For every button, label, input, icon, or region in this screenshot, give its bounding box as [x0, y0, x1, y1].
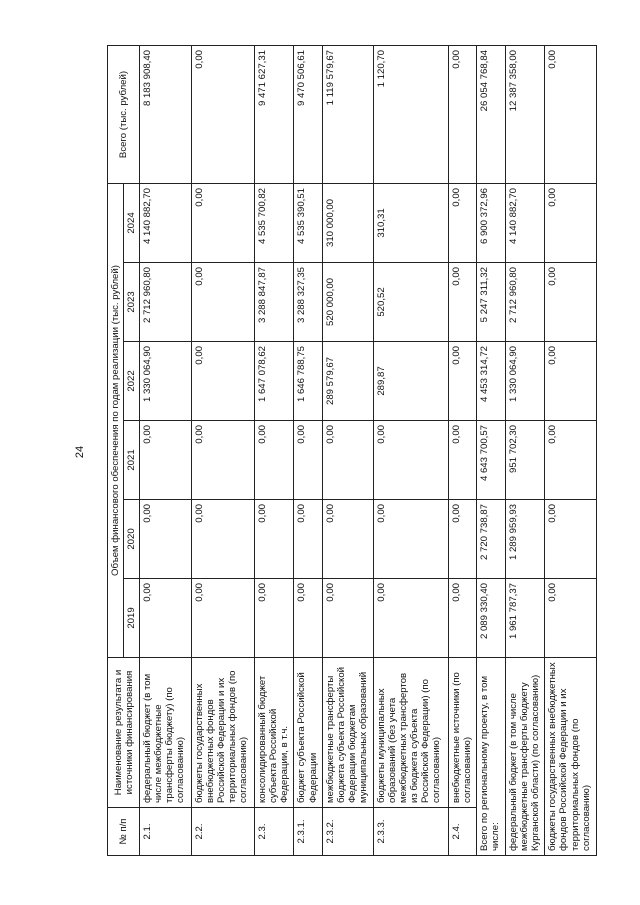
row-number: 2.3.3. [374, 808, 449, 856]
row-total: 1 119 579,67 [322, 46, 373, 184]
row-value: 0,00 [448, 421, 476, 500]
row-value: 1 646 788,75 [294, 342, 322, 421]
row-number: 2.4. [448, 808, 476, 856]
header-num: № п/п [108, 808, 140, 856]
row-value: 0,00 [374, 421, 449, 500]
row-number: 2.3.1. [294, 808, 322, 856]
row-value: 0,00 [254, 421, 294, 500]
row-value: 0,00 [322, 500, 373, 579]
row-name: бюджеты муниципальных образований (без учета межбюджетных трансфертов из бюджета субъекта Российской Федерации) (по согласованию) [374, 658, 449, 808]
table-row [191, 46, 254, 856]
row-value: 0,00 [140, 500, 191, 579]
summary-value: 0,00 [545, 500, 597, 579]
row-value: 2 712 960,80 [140, 263, 191, 342]
row-value: 3 288 327,35 [294, 263, 322, 342]
row-value: 1 330 064,90 [140, 342, 191, 421]
row-value: 289,87 [374, 342, 449, 421]
header-year: 2020 [124, 500, 140, 579]
row-value: 0,00 [374, 500, 449, 579]
summary-total: 0,00 [545, 46, 597, 184]
table-row [322, 46, 373, 856]
table-row [294, 46, 322, 856]
header-year: 2024 [124, 184, 140, 263]
header-row-1 [108, 46, 124, 856]
row-name: бюджет субъекта Российской Федерации [294, 658, 322, 808]
row-value: 0,00 [191, 500, 254, 579]
header-total: Всего (тыс. рублей) [108, 46, 140, 184]
header-volume: Объем финансового обеспечения по годам реализации (тыс. рублей) [108, 184, 124, 658]
row-value: 0,00 [448, 579, 476, 658]
summary-value: 2 089 330,40 [477, 579, 505, 658]
summary-value: 5 247 311,32 [477, 263, 505, 342]
row-name: внебюджетные источники (по согласованию) [448, 658, 476, 808]
row-number: 2.3.2. [322, 808, 373, 856]
table-row [140, 46, 191, 856]
summary-value: 0,00 [545, 263, 597, 342]
summary-row [505, 46, 545, 856]
summary-row [477, 46, 505, 856]
summary-value: 0,00 [545, 421, 597, 500]
row-value: 310 000,00 [322, 184, 373, 263]
row-value: 0,00 [294, 421, 322, 500]
header-year: 2021 [124, 421, 140, 500]
summary-value: 6 900 372,96 [477, 184, 505, 263]
summary-value: 0,00 [545, 184, 597, 263]
row-value: 0,00 [448, 500, 476, 579]
row-value: 0,00 [448, 184, 476, 263]
row-value: 0,00 [448, 342, 476, 421]
row-value: 289 579,67 [322, 342, 373, 421]
row-value: 0,00 [140, 579, 191, 658]
summary-total: 26 054 768,84 [477, 46, 505, 184]
row-name: федеральный бюджет (в том числе межбюджетные трансферты бюджету) (по согласованию) [140, 658, 191, 808]
table-row [374, 46, 449, 856]
row-name: бюджеты государственных внебюджетных фондов Российской Федерации и их территориальных фондов (по согласованию) [191, 658, 254, 808]
row-name: консолидированный бюджет субъекта Российской Федерации, в т.ч. [254, 658, 294, 808]
row-value: 0,00 [191, 263, 254, 342]
row-total: 1 120,70 [374, 46, 449, 184]
header-year: 2023 [124, 263, 140, 342]
summary-value: 0,00 [545, 579, 597, 658]
row-value: 0,00 [191, 184, 254, 263]
summary-value: 2 712 960,80 [505, 263, 545, 342]
row-name: межбюджетные трансферты бюджета субъекта Российской Федерации бюджетам муниципальных образований [322, 658, 373, 808]
row-value: 0,00 [191, 342, 254, 421]
row-value: 0,00 [254, 579, 294, 658]
summary-name: Всего по региональному проекту, в том числе: [477, 658, 505, 856]
summary-value: 1 961 787,37 [505, 579, 545, 658]
summary-value: 2 720 738,87 [477, 500, 505, 579]
row-number: 2.3. [254, 808, 294, 856]
row-value: 0,00 [448, 263, 476, 342]
row-value: 0,00 [322, 579, 373, 658]
summary-value: 1 289 959,93 [505, 500, 545, 579]
row-value: 520,52 [374, 263, 449, 342]
summary-value: 951 702,30 [505, 421, 545, 500]
row-value: 4 140 882,70 [140, 184, 191, 263]
summary-value: 4 453 314,72 [477, 342, 505, 421]
table-row [254, 46, 294, 856]
header-year: 2019 [124, 579, 140, 658]
summary-total: 12 387 358,00 [505, 46, 545, 184]
rotated-page-content [107, 46, 597, 856]
page-number: 24 [74, 445, 86, 459]
row-value: 0,00 [140, 421, 191, 500]
summary-name: бюджеты государственных внебюджетных фондов Российской Федерации и их территориальных фондов (по согласованию) [545, 658, 597, 856]
financing-table [107, 45, 597, 856]
row-value: 0,00 [294, 579, 322, 658]
row-value: 0,00 [374, 579, 449, 658]
header-year: 2022 [124, 342, 140, 421]
summary-value: 0,00 [545, 342, 597, 421]
summary-value: 1 330 064,90 [505, 342, 545, 421]
row-total: 9 470 506,61 [294, 46, 322, 184]
row-value: 4 535 700,82 [254, 184, 294, 263]
row-total: 9 471 627,31 [254, 46, 294, 184]
summary-value: 4 643 700,57 [477, 421, 505, 500]
row-value: 1 647 078,62 [254, 342, 294, 421]
row-number: 2.1. [140, 808, 191, 856]
summary-name: федеральный бюджет (в том числе межбюджетные трансферты бюджету Курганской области) (по согласованию) [505, 658, 545, 856]
row-value: 0,00 [191, 421, 254, 500]
row-value: 0,00 [294, 500, 322, 579]
row-value: 3 288 847,87 [254, 263, 294, 342]
table-row [448, 46, 476, 856]
header-name: Наименование результата и источники финансирования [108, 658, 140, 808]
row-number: 2.2. [191, 808, 254, 856]
row-value: 520 000,00 [322, 263, 373, 342]
row-total: 8 183 908,40 [140, 46, 191, 184]
row-value: 4 535 390,51 [294, 184, 322, 263]
summary-row [545, 46, 597, 856]
summary-value: 4 140 882,70 [505, 184, 545, 263]
row-value: 0,00 [191, 579, 254, 658]
row-value: 0,00 [254, 500, 294, 579]
row-value: 0,00 [322, 421, 373, 500]
row-total: 0,00 [448, 46, 476, 184]
row-total: 0,00 [191, 46, 254, 184]
row-value: 310,31 [374, 184, 449, 263]
